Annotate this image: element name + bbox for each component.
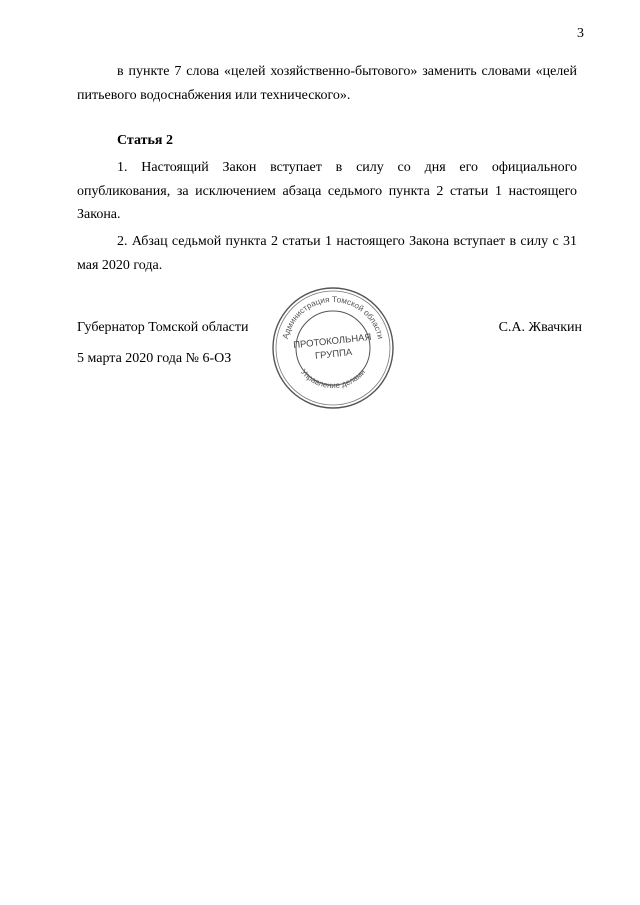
law-date-number: 5 марта 2020 года № 6-ОЗ xyxy=(77,351,232,366)
stamp-center-line2: ГРУППА xyxy=(314,347,353,362)
article-heading: Статья 2 xyxy=(117,133,173,148)
stamp-outer-text-bottom: Управление делами xyxy=(298,367,368,391)
paragraph-article2-item2: 2. Абзац седьмой пункта 2 статьи 1 настоящего Закона вступает в силу с 31 мая 2020 года. xyxy=(77,234,577,273)
paragraph-article2-item1: 1. Настоящий Закон вступает в силу со дня его официального опубликования, за исключением абзаца седьмого пункта 2 статьи 1 настоящего Закона. xyxy=(77,160,577,222)
page-number: 3 xyxy=(577,26,584,41)
signatory-name: С.А. Жвачкин xyxy=(498,320,582,335)
official-stamp xyxy=(271,286,395,410)
paragraph-amendment: в пункте 7 слова «целей хозяйственно-бытового» заменить словами «целей питьевого водоснабжения или технического». xyxy=(77,64,577,103)
signatory-position: Губернатор Томской области xyxy=(77,320,249,335)
stamp-center-line1: ПРОТОКОЛЬНАЯ xyxy=(292,331,372,352)
stamp-outer-text-top: Администрация Томской области xyxy=(280,294,386,340)
